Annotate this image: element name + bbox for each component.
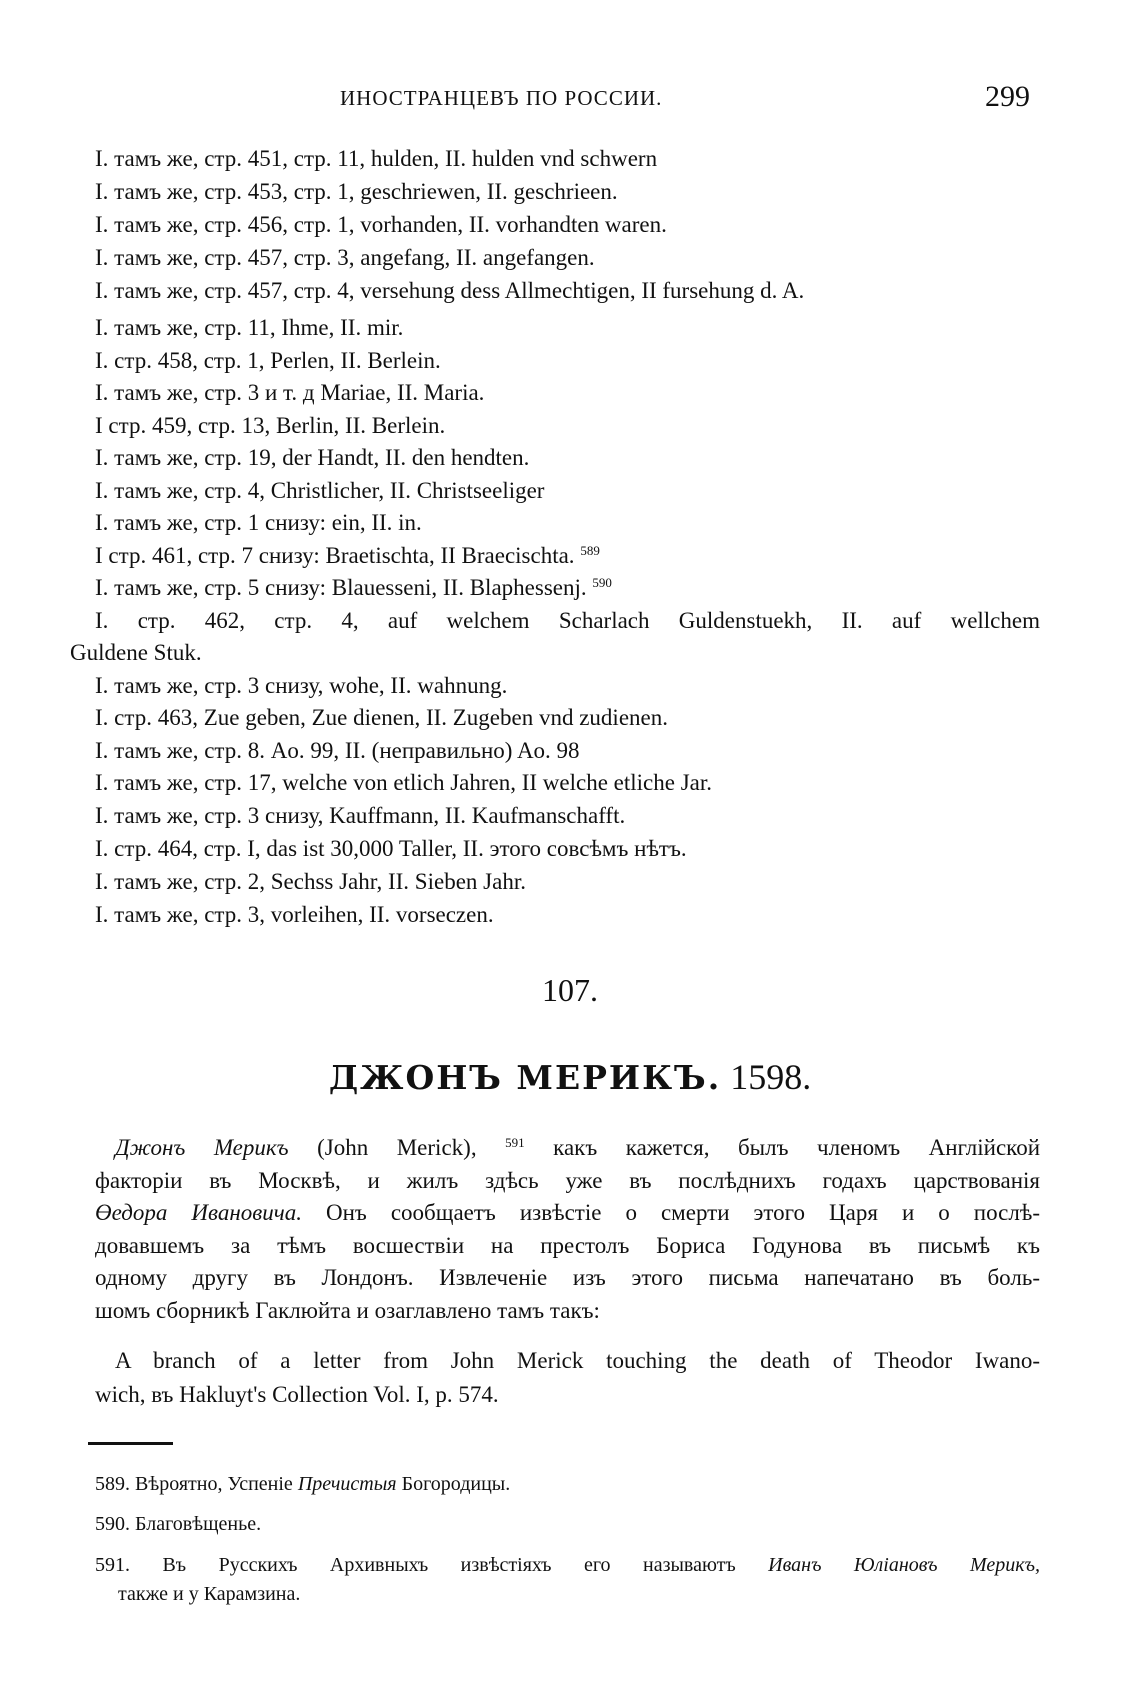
footnote-text: Богородицы. — [396, 1473, 511, 1495]
footnote-591 — [95, 1552, 1040, 1578]
footnote-text: 591. Въ Русскихъ Архивныхъ извѣстіяхъ его называютъ — [95, 1554, 769, 1576]
list-line: I. тамъ же, стр. 19, der Handt, II. den hendten. — [95, 445, 530, 470]
paragraph-line — [95, 1199, 1040, 1227]
paragraph-line — [115, 1134, 1040, 1162]
footnote-ref-590[interactable]: 590 — [592, 575, 612, 590]
list-line: I. тамъ же, стр. 8. Ao. 99, II. (неправильно) Ao. 98 — [95, 738, 580, 763]
list-line: I. тамъ же, стр. 451, стр. 11, hulden, II. hulden vnd schwern — [95, 146, 658, 171]
paragraph-text: какъ кажется, былъ членомъ Англійской — [524, 1135, 1040, 1160]
list-line: Guldene Stuk. — [70, 640, 202, 665]
section-number: 107. — [542, 972, 598, 1008]
list-line: I. тамъ же, стр. 17, welche von etlich Jahren, II welche etliche Jar. — [95, 770, 713, 795]
author-name-italic: Джонъ Мерикъ — [115, 1135, 289, 1160]
list-line: I стр. 459, стр. 13, Berlin, II. Berlein. — [95, 413, 446, 438]
list-line: I. тамъ же, стр. 4, Christlicher, II. Christseeliger — [95, 478, 545, 503]
footnote-590: 590. Благовѣщенье. — [95, 1513, 262, 1535]
paragraph-line: одному другу въ Лондонъ. Извлеченіе изъ этого письма напечатано въ боль- — [95, 1265, 1040, 1290]
footnote-591-continued: также и у Карамзина. — [118, 1583, 301, 1605]
paragraph-line: довавшемъ за тѣмъ восшествіи на престолъ Бориса Годунова въ письмѣ къ — [95, 1233, 1040, 1258]
footnote-italic: Иванъ Юліановъ Мерикъ, — [768, 1554, 1040, 1576]
list-line: I. тамъ же, стр. 3 и т. д Mariae, II. Maria. — [95, 380, 485, 405]
footnote-text: 589. Вѣроятно, Успеніе — [95, 1473, 298, 1495]
paragraph-text: Онъ сообщаетъ извѣстіе о смерти этого Царя и о послѣ- — [301, 1200, 1041, 1225]
list-line: I. тамъ же, стр. 3, vorleihen, II. vorseczen. — [95, 902, 494, 927]
list-line: I. тамъ же, стр. 2, Sechss Jahr, II. Sieben Jahr. — [95, 869, 526, 894]
running-header: ИНОСТРАНЦЕВЪ ПО РОССИИ. — [340, 86, 663, 110]
tsar-name-italic: Өедора Ивановича. — [95, 1200, 302, 1225]
page-number: 299 — [985, 80, 1030, 113]
list-line: I. стр. 458, стр. 1, Perlen, II. Berlein. — [95, 348, 441, 373]
list-line: I. тамъ же, стр. 1 снизу: ein, II. in. — [95, 510, 422, 535]
list-line — [95, 574, 612, 602]
list-line-text: I стр. 461, стр. 7 снизу: Braetischta, II Braecischta. — [95, 543, 575, 568]
footnote-italic: Пречистыя — [297, 1473, 397, 1495]
section-title — [0, 1056, 1140, 1098]
paragraph-text: (John Merick), — [288, 1135, 506, 1160]
list-line — [95, 542, 600, 570]
list-line: I. тамъ же, стр. 456, стр. 1, vorhanden, II. vorhandten waren. — [95, 212, 667, 237]
paragraph-line: факторіи въ Москвѣ, и жилъ здѣсь уже въ послѣднихъ годахъ царствованія — [95, 1168, 1040, 1193]
list-line: I. тамъ же, стр. 3 снизу, Kauffmann, II. Kaufmanschafft. — [95, 803, 626, 828]
list-line: I. стр. 463, Zue geben, Zue dienen, II. Zugeben vnd zudienen. — [95, 705, 668, 730]
list-line: I. тамъ же, стр. 3 снизу, wohe, II. wahnung. — [95, 673, 508, 698]
quote-line: wich, въ Hakluyt's Collection Vol. I, p. 574. — [95, 1382, 499, 1407]
quote-line: A branch of a letter from John Merick touching the death of Theodor Iwano- — [115, 1348, 1040, 1373]
list-line: I. тамъ же, стр. 453, стр. 1, geschriewen, II. geschrieen. — [95, 179, 618, 204]
paragraph-line: шомъ сборникѣ Гаклюйта и озаглавлено тамъ такъ: — [95, 1298, 600, 1323]
footnote-589 — [95, 1471, 510, 1497]
section-title-name: ДЖОНЪ МЕРИКЪ. — [328, 1058, 722, 1097]
list-line-text: I. тамъ же, стр. 5 снизу: Blauesseni, II. Blaphessenj. — [95, 575, 587, 600]
list-line: I. тамъ же, стр. 457, стр. 3, angefang, II. angefangen. — [95, 245, 595, 270]
footnote-ref-589[interactable]: 589 — [580, 543, 600, 558]
list-line: I. тамъ же, стр. 11, Ihme, II. mir. — [95, 315, 404, 340]
footnote-ref-591[interactable]: 591 — [505, 1135, 525, 1150]
list-line: I. стр. 462, стр. 4, auf welchem Scharlach Guldenstuekh, II. auf wellchem — [95, 608, 1040, 633]
list-line: I. тамъ же, стр. 457, стр. 4, versehung dess Allmechtigen, II fursehung d. A. — [95, 278, 805, 303]
section-title-year: 1598. — [730, 1057, 812, 1097]
list-line: I. стр. 464, стр. I, das ist 30,000 Taller, II. этого совсѣмъ нѣтъ. — [95, 836, 687, 861]
footnote-divider — [88, 1442, 173, 1445]
